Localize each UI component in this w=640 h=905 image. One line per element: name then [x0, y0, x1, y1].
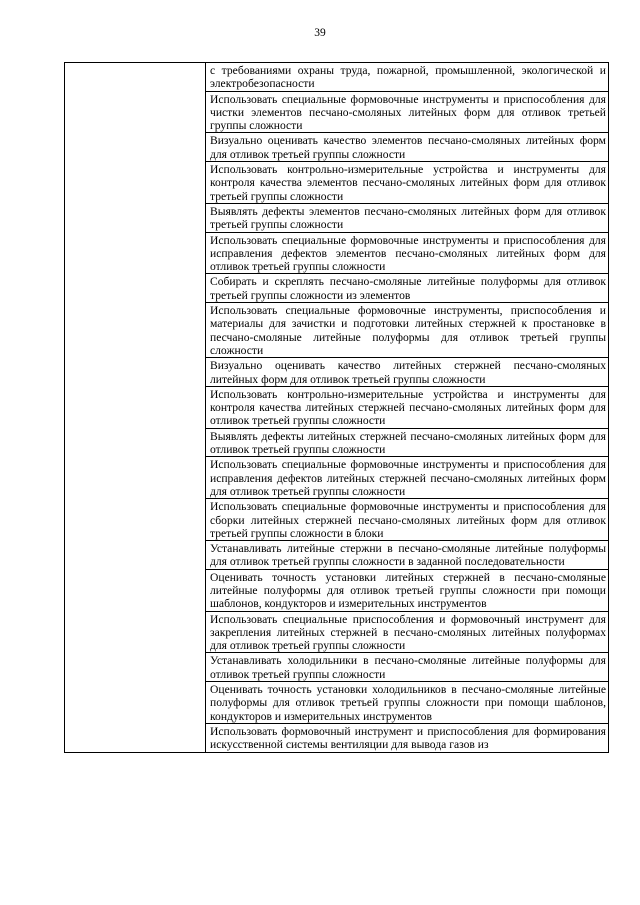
- skill-row: Визуально оценивать качество литейных стержней песчано-смоляных литейных форм для отливок третьей группы сложности: [206, 358, 608, 387]
- skill-row: Использовать специальные приспособления и формовочный инструмент для закрепления литейных стержней в песчано-смоляных литейных полуформах для отливок третьей группы сложности: [206, 612, 608, 654]
- skill-row: Использовать специальные формовочные инструменты, приспособления и материалы для зачистки и подготовки литейных стержней к простановке в песчано-смоляные литейные полуформы для отливок третьей группы сложности: [206, 303, 608, 358]
- table-right-cell: [206, 63, 609, 753]
- skill-row: Использовать специальные формовочные инструменты и приспособления для исправления дефектов литейных стержней песчано-смоляных литейных форм для отливок третьей группы сложности: [206, 457, 608, 499]
- skill-row: Использовать специальные формовочные инструменты и приспособления для исправления дефектов элементов песчано-смоляных литейных форм для отливок третьей группы сложности: [206, 233, 608, 275]
- skill-row: Оценивать точность установки литейных стержней в песчано-смоляные литейные полуформы для отливок третьей группы сложности при помощи шаблонов, кондукторов и измерительных инструментов: [206, 570, 608, 612]
- skill-row: Использовать специальные формовочные инструменты и приспособления для сборки литейных стержней песчано-смоляных литейных форм для отливок третьей группы сложности в блоки: [206, 499, 608, 541]
- skill-row: Использовать контрольно-измерительные устройства и инструменты для контроля качества литейных стержней песчано-смоляных литейных форм для отливок третьей группы сложности: [206, 387, 608, 429]
- skill-row: Использовать специальные формовочные инструменты и приспособления для чистки элементов песчано-смоляных литейных форм для отливок третьей группы сложности: [206, 92, 608, 134]
- skill-row: Устанавливать литейные стержни в песчано-смоляные литейные полуформы для отливок третьей группы сложности в заданной последовательности: [206, 541, 608, 570]
- skill-row: Выявлять дефекты элементов песчано-смоляных литейных форм для отливок третьей группы сложности: [206, 204, 608, 233]
- table-left-cell: [65, 63, 206, 753]
- page-number: 39: [314, 27, 326, 39]
- skill-row: Собирать и скреплять песчано-смоляные литейные полуформы для отливок третьей группы сложности из элементов: [206, 274, 608, 303]
- skills-table: [64, 62, 609, 753]
- skill-row: Выявлять дефекты литейных стержней песчано-смоляных литейных форм для отливок третьей группы сложности: [206, 429, 608, 458]
- skill-row: Устанавливать холодильники в песчано-смоляные литейные полуформы для отливок третьей группы сложности: [206, 653, 608, 682]
- table-row: [65, 63, 609, 753]
- skill-row: Визуально оценивать качество элементов песчано-смоляных литейных форм для отливок третьей группы сложности: [206, 133, 608, 162]
- skill-row: Оценивать точность установки холодильников в песчано-смоляные литейные полуформы для отливок третьей группы сложности при помощи шаблонов, кондукторов и измерительных инструментов: [206, 682, 608, 724]
- skill-row: с требованиями охраны труда, пожарной, промышленной, экологической и электробезопасности: [206, 63, 608, 92]
- skill-row: Использовать контрольно-измерительные устройства и инструменты для контроля качества элементов песчано-смоляных литейных форм для отливок третьей группы сложности: [206, 162, 608, 204]
- skill-row: Использовать формовочный инструмент и приспособления для формирования искусственной системы вентиляции для вывода газов из: [210, 724, 606, 752]
